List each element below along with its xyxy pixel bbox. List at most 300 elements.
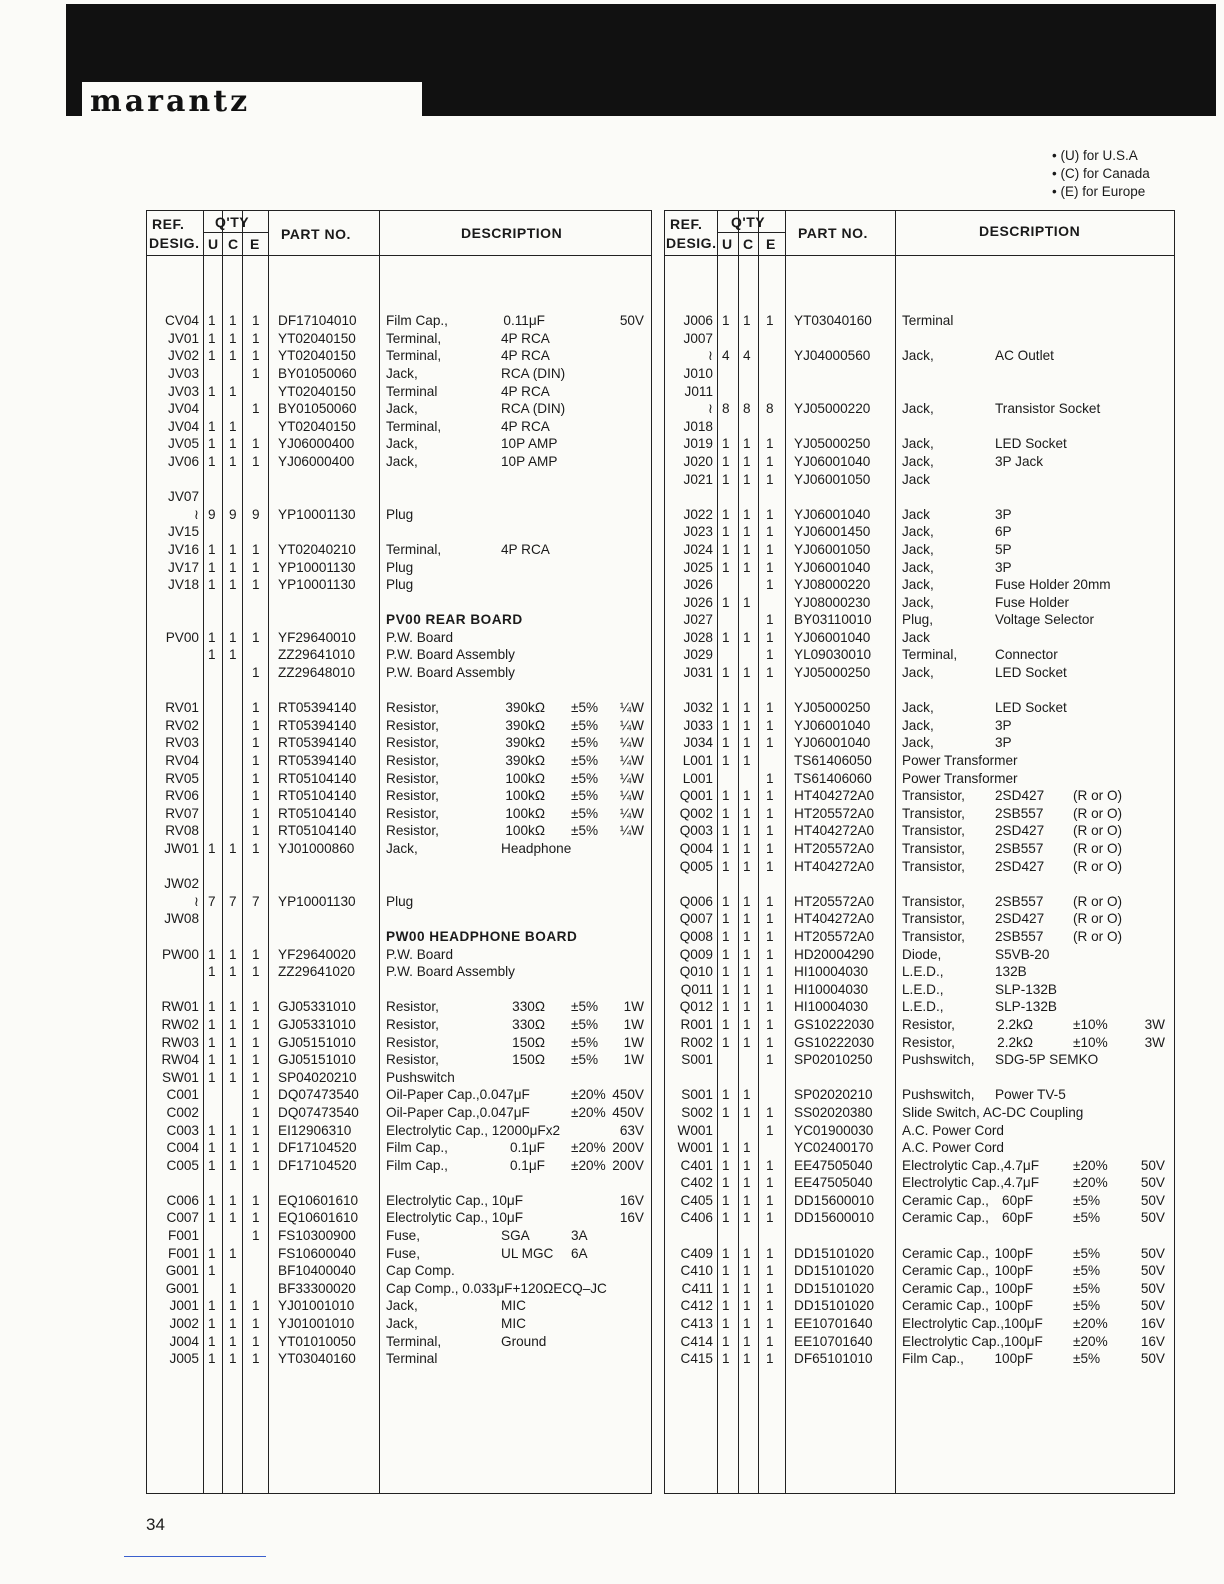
table-row [665,1122,1174,1140]
qty-c: 9 [229,506,237,522]
ref-desig: C401 [680,1157,713,1173]
value: 100kΩ [505,770,545,786]
qty-u: 1 [722,753,730,769]
description: Jack, [386,1316,418,1332]
qty-e: 1 [252,1104,260,1120]
ref-desig: W001 [677,1140,713,1156]
table-row [147,488,651,506]
rating: 50V [1140,1157,1165,1173]
qty-e: 1 [766,506,774,522]
qty-u: 7 [208,893,216,909]
qty-c: 1 [743,823,751,839]
description: Resistor, [902,1034,955,1050]
part-number: BY01050060 [278,401,357,417]
tolerance: ±20% [1073,1175,1108,1191]
qty-u: 1 [208,1122,216,1138]
qty-c: 1 [229,1069,237,1085]
part-number: SP04020210 [278,1069,357,1085]
ref-desig: C402 [680,1175,713,1191]
ref-desig: JV06 [168,453,199,469]
table-row [665,910,1174,928]
table-row [147,840,651,858]
ref-desig: F001 [168,1228,199,1244]
qty-c: 1 [229,436,237,452]
ref-desig: Q004 [679,841,713,856]
table-row [665,1262,1174,1280]
part-number: YJ06001040 [794,717,871,733]
description: Fuse, [386,1228,420,1244]
ref-desig: C413 [680,1316,713,1332]
value: 2SB557 [995,893,1044,909]
ref-desig: Q006 [679,893,713,909]
qty-c: 1 [229,1192,237,1208]
qty-e: 1 [252,700,260,716]
ref-desig: J028 [683,629,713,645]
description: Electrolytic Cap., 10μF [386,1210,524,1226]
qty-e: 1 [766,999,774,1015]
part-number: YT02040210 [278,541,356,557]
rating: 50V [1140,1245,1165,1261]
description: Transistor, [902,805,965,821]
qty-e: 1 [252,541,260,557]
ref-desig: J001 [169,1298,199,1314]
ref-desig: Q001 [679,788,713,804]
tolerance: ±20% [1073,1316,1108,1332]
description: Power Transformer [902,770,1018,786]
qty-u: 9 [208,506,216,522]
table-row [147,312,651,330]
table-row [147,1280,651,1298]
table-row [665,858,1174,876]
description: Terminal [386,383,438,399]
header-e: E [250,236,260,252]
tolerance: (R or O) [1073,841,1123,856]
table-row [665,1086,1174,1104]
qty-u: 1 [722,559,730,575]
description: P.W. Board Assembly [386,665,515,681]
table-row [147,682,651,700]
qty-e: 1 [766,1192,774,1208]
description: Oil-Paper Cap.,0.047μF [386,1104,530,1120]
qty-c: 1 [229,577,237,593]
table-row [665,928,1174,946]
qty-u: 1 [208,1210,216,1226]
table-row [665,330,1174,348]
ref-desig: JV18 [168,577,199,593]
table-row [147,1157,651,1175]
table-row [147,787,651,805]
part-number: RT05394140 [278,700,357,716]
ref-desig: ≀ [707,348,713,364]
qty-c: 1 [743,1157,751,1173]
part-number: YC01900030 [794,1122,874,1138]
ref-desig: F001 [168,1245,199,1261]
description: Ceramic Cap., [902,1210,989,1226]
part-number: BY03110010 [794,612,872,628]
value: 100pF [994,1245,1033,1261]
part-number: HT404272A0 [794,788,875,804]
qty-e: 1 [766,911,774,927]
qty-c: 1 [229,1333,237,1349]
qty-c: 1 [743,1245,751,1261]
value: RCA (DIN) [501,401,566,417]
value: 5P [995,541,1012,557]
table-row [147,752,651,770]
qty-c: 1 [743,928,751,944]
part-number: GJ05331010 [278,1016,356,1032]
qty-c: 1 [229,647,237,663]
value: 390kΩ [505,735,545,751]
table-row [147,998,651,1016]
qty-u: 1 [722,788,730,804]
table-row [147,400,651,418]
value: 4P RCA [501,418,550,434]
value: 100kΩ [505,788,545,804]
table-row [147,910,651,928]
part-number: YT02040150 [278,330,356,346]
ref-desig: RV03 [165,735,199,751]
qty-e: 1 [252,1210,260,1226]
rating: ¼W [619,753,644,769]
qty-u: 4 [722,348,730,364]
qty-c: 1 [229,1140,237,1156]
description: Plug [386,559,414,575]
part-number: YF29640010 [278,629,356,645]
qty-u: 1 [208,1316,216,1332]
tolerance: (R or O) [1073,928,1123,944]
qty-u: 1 [722,911,730,927]
qty-c: 1 [743,981,751,997]
description: Plug [386,577,414,593]
table-row [665,1245,1174,1263]
qty-e: 1 [766,577,774,593]
part-number: DD15101020 [794,1298,875,1314]
qty-u: 1 [208,841,216,856]
header-description: DESCRIPTION [461,225,563,241]
qty-u: 1 [722,1175,730,1191]
description: Electrolytic Cap.,4.7μF [902,1157,1040,1173]
part-number: YP10001130 [278,577,356,593]
qty-e: 1 [252,841,260,856]
qty-e: 1 [766,700,774,716]
ref-desig: C003 [166,1122,199,1138]
rating: 200V [612,1140,644,1156]
description: Resistor, [386,805,439,821]
table-row [147,594,651,612]
value: 100kΩ [505,805,545,821]
rating: ¼W [619,735,644,751]
table-row [147,1245,651,1263]
tolerance: ±5% [571,700,599,716]
qty-c: 1 [743,1351,751,1367]
tolerance: ±20% [571,1157,606,1173]
table-row [665,875,1174,893]
qty-c: 1 [743,665,751,681]
description: Slide Switch, AC-DC Coupling [902,1104,1084,1120]
value: SLP-132B [995,999,1057,1015]
qty-u: 1 [722,1245,730,1261]
ref-desig: J026 [683,577,713,593]
table-row [147,1174,651,1192]
part-number: YJ01000860 [278,841,355,856]
rating: 1W [623,1052,644,1068]
table-row [147,541,651,559]
ref-desig: JV02 [168,348,199,364]
qty-c: 1 [743,541,751,557]
part-number: YJ05000250 [794,665,871,681]
tolerance: ±20% [1073,1333,1108,1349]
ref-desig: S001 [681,1052,713,1068]
part-number: YJ05000250 [794,700,871,716]
part-number: DQ07473540 [278,1104,359,1120]
table-row [147,805,651,823]
part-number: RT05104140 [278,788,357,804]
part-number: RT05394140 [278,717,357,733]
qty-u: 1 [208,559,216,575]
part-number: DD15101020 [794,1280,875,1296]
qty-u: 1 [722,453,730,469]
table-row [665,734,1174,752]
part-number: HI10004030 [794,981,869,997]
tolerance: ±5% [571,823,599,839]
qty-u: 1 [722,506,730,522]
value: 2SB557 [995,928,1044,944]
tolerance: ±5% [571,805,599,821]
part-number: DF17104010 [278,313,357,329]
part-number: HT205572A0 [794,928,875,944]
table-row [665,559,1174,577]
part-number: EE10701640 [794,1333,873,1349]
qty-c: 1 [229,999,237,1015]
qty-c: 1 [229,348,237,364]
qty-u: 1 [208,383,216,399]
table-row [147,576,651,594]
ref-desig: CV04 [164,313,199,329]
part-number: YP10001130 [278,893,356,909]
qty-c: 1 [743,524,751,540]
qty-c: 1 [743,1140,751,1156]
tolerance: ±5% [571,788,599,804]
description: Jack, [902,559,934,575]
description: Electrolytic Cap., 12000μFx2 [386,1122,561,1138]
qty-u: 1 [722,594,730,610]
ref-desig: C410 [680,1263,713,1279]
table-row [665,1157,1174,1175]
ref-desig: S001 [681,1087,713,1103]
qty-c: 1 [229,1351,237,1367]
description: Terminal, [386,541,442,557]
part-number: RT05394140 [278,753,357,769]
part-number: RT05104140 [278,770,357,786]
qty-u: 1 [208,1298,216,1314]
tolerance: (R or O) [1073,788,1123,804]
description: Electrolytic Cap.,4.7μF [902,1175,1040,1191]
table-row [665,1139,1174,1157]
qty-u: 1 [722,1210,730,1226]
part-number: YT03040160 [278,1351,356,1367]
value: 100pF [994,1351,1033,1367]
description: Power Transformer [902,753,1018,769]
table-row [147,523,651,541]
description: P.W. Board [386,629,453,645]
qty-e: 1 [766,1157,774,1173]
ref-desig: J011 [684,383,713,399]
parts-table-right [664,210,1175,1494]
qty-u: 1 [722,858,730,874]
description: Resistor, [386,999,439,1015]
ref-desig: JV04 [168,418,199,434]
ref-desig: JV04 [168,401,199,417]
table-row [665,312,1174,330]
qty-e: 1 [252,1351,260,1367]
table-row [147,734,651,752]
ref-desig: Q011 [680,981,713,997]
qty-e: 1 [766,612,774,628]
rating: 200V [612,1157,644,1173]
part-number: DF17104520 [278,1140,357,1156]
table-row [665,787,1174,805]
qty-e: 1 [766,541,774,557]
part-number: FS10600040 [278,1245,356,1261]
value: 4P RCA [501,541,550,557]
table-row [147,699,651,717]
part-number: YJ06001450 [794,524,871,540]
ref-desig: C405 [680,1192,713,1208]
qty-e: 1 [766,436,774,452]
table-row [147,893,651,911]
qty-e: 1 [252,805,260,821]
value: SLP-132B [995,981,1057,997]
footer-rule [124,1556,266,1557]
description: Jack, [386,453,418,469]
qty-u: 1 [722,665,730,681]
tolerance: ±20% [1073,1157,1108,1173]
part-number: GS10222030 [794,1016,875,1032]
part-number: BF33300020 [278,1280,356,1296]
qty-e: 1 [252,453,260,469]
description: Resistor, [902,1016,955,1032]
header-desig: DESIG. [149,235,200,251]
ref-desig: RW03 [161,1034,199,1050]
value: 60pF [1002,1210,1033,1226]
table-row [665,1209,1174,1227]
qty-c: 1 [229,383,237,399]
table-row [665,541,1174,559]
value: MIC [501,1316,526,1332]
qty-u: 1 [208,436,216,452]
rating: 450V [612,1087,644,1103]
description: A.C. Power Cord [902,1122,1004,1138]
part-number: YT02040150 [278,383,356,399]
ref-desig: J010 [683,365,713,381]
table-row [665,752,1174,770]
qty-e: 1 [766,1122,774,1138]
value: 390kΩ [505,753,545,769]
table-row [665,471,1174,489]
part-number: YJ06001040 [794,629,871,645]
ref-desig: ≀ [193,506,199,522]
value: LED Socket [995,700,1067,716]
ref-desig: W001 [677,1122,713,1138]
description: Jack, [386,436,418,452]
table-row [665,1034,1174,1052]
description: Transistor, [902,911,965,927]
tolerance: ±5% [1073,1210,1101,1226]
description: Resistor, [386,717,439,733]
table-row [147,347,651,365]
rating: ¼W [619,700,644,716]
description: Plug [386,893,414,909]
rating: 1W [623,999,644,1015]
qty-u: 1 [208,1333,216,1349]
value: Connector [995,647,1058,663]
value: 2SB557 [995,841,1044,856]
description: P.W. Board [386,946,453,962]
tolerance: 6A [571,1245,588,1261]
value: 100kΩ [505,823,545,839]
description: Electrolytic Cap., 10μF [386,1192,524,1208]
description: Jack, [902,401,934,417]
table-row [147,1139,651,1157]
qty-c: 1 [229,629,237,645]
value: Fuse Holder [995,594,1070,610]
description: Jack [902,629,930,645]
part-number: YJ06000400 [278,436,355,452]
tolerance: ±20% [571,1104,606,1120]
table-row [665,1104,1174,1122]
table-row [665,365,1174,383]
description: Ceramic Cap., [902,1280,989,1296]
description: Electrolytic Cap.,100μF [902,1333,1043,1349]
table-row [665,418,1174,436]
qty-u: 1 [208,1069,216,1085]
tolerance: (R or O) [1073,823,1123,839]
part-number: RT05104140 [278,823,357,839]
value: 132B [995,964,1027,980]
value: Ground [501,1333,547,1349]
description: Jack, [902,453,934,469]
ref-desig: C414 [680,1333,713,1349]
table-row [147,928,651,946]
table-row [665,1227,1174,1245]
qty-c: 1 [229,1298,237,1314]
table-row [665,435,1174,453]
ref-desig: C002 [166,1104,199,1120]
table-row [147,1209,651,1227]
qty-c: 1 [743,629,751,645]
table-row [665,998,1174,1016]
qty-c: 1 [743,788,751,804]
value: 3P [995,717,1012,733]
header-part-no: PART NO. [798,225,868,241]
ref-desig: R001 [680,1016,713,1032]
ref-desig: J004 [169,1333,199,1349]
description: L.E.D., [902,964,944,980]
qty-e: 9 [252,506,260,522]
qty-e: 1 [766,788,774,804]
qty-e: 1 [252,823,260,839]
qty-u: 1 [208,946,216,962]
rating: 3W [1144,1016,1165,1032]
description: Jack, [902,577,934,593]
part-number: YJ01001010 [278,1298,355,1314]
description: Ceramic Cap., [902,1298,989,1314]
ref-desig: ≀ [193,893,199,909]
description: Jack, [902,524,934,540]
description: Ceramic Cap., [902,1263,989,1279]
ref-desig: RV06 [165,788,199,804]
qty-e: 1 [252,1016,260,1032]
